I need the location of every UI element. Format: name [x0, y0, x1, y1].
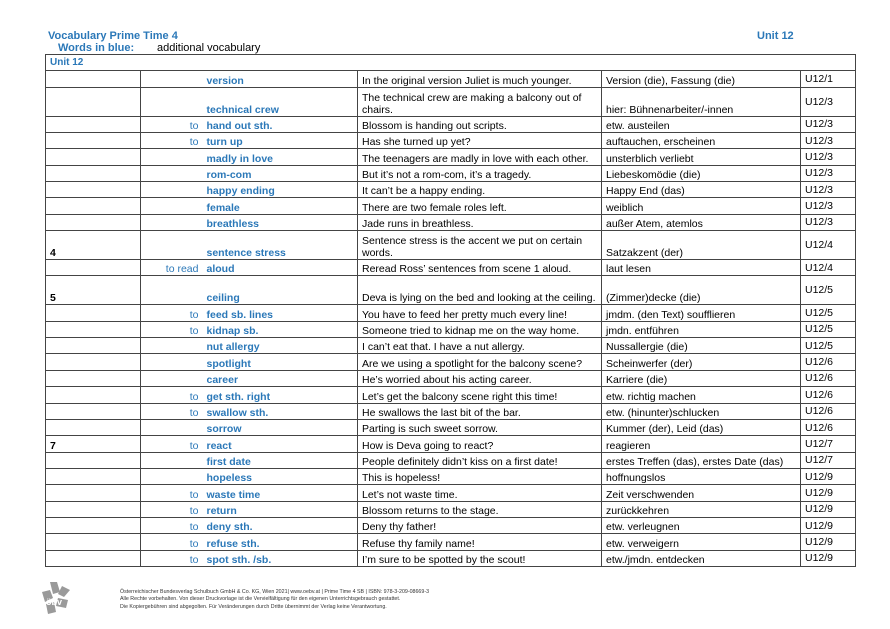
example-cell: Deva is lying on the bed and looking at the ceiling.	[358, 276, 602, 305]
word-cell: turn up	[203, 133, 358, 149]
section-cell	[46, 321, 141, 337]
prefix-cell: to	[141, 116, 203, 132]
table-row	[46, 517, 856, 533]
section-cell	[46, 260, 141, 276]
oebv-logo-icon	[38, 580, 74, 616]
reference-cell: U12/4	[801, 231, 856, 260]
example-cell: Deny thy father!	[358, 517, 602, 533]
reference-cell: U12/1	[801, 71, 856, 87]
reference-cell: U12/7	[801, 436, 856, 452]
section-cell	[46, 468, 141, 484]
word-cell: female	[203, 198, 358, 214]
word-cell: career	[203, 370, 358, 386]
table-row	[46, 71, 856, 87]
section-cell	[46, 214, 141, 230]
reference-cell: U12/6	[801, 354, 856, 370]
section-cell	[46, 182, 141, 198]
word-cell: sentence stress	[203, 231, 358, 260]
translation-cell: laut lesen	[602, 260, 801, 276]
table-row	[46, 387, 856, 403]
reference-cell: U12/9	[801, 534, 856, 550]
prefix-cell	[141, 370, 203, 386]
section-cell	[46, 133, 141, 149]
unit-header-row	[46, 55, 856, 71]
prefix-cell	[141, 338, 203, 354]
reference-cell: U12/3	[801, 87, 856, 116]
section-cell	[46, 305, 141, 321]
example-cell: There are two female roles left.	[358, 198, 602, 214]
word-cell: waste time	[203, 485, 358, 501]
translation-cell: Scheinwerfer (der)	[602, 354, 801, 370]
section-cell	[46, 71, 141, 87]
word-cell: nut allergy	[203, 338, 358, 354]
table-row	[46, 534, 856, 550]
example-cell: Someone tried to kidnap me on the way home.	[358, 321, 602, 337]
translation-cell: jmdn. entführen	[602, 321, 801, 337]
reference-cell: U12/3	[801, 116, 856, 132]
footer-copyright	[120, 589, 429, 611]
translation-cell: reagieren	[602, 436, 801, 452]
prefix-cell	[141, 149, 203, 165]
vocabulary-table	[45, 54, 856, 567]
example-cell: This is hopeless!	[358, 468, 602, 484]
reference-cell: U12/6	[801, 387, 856, 403]
prefix-cell	[141, 198, 203, 214]
section-cell: 5	[46, 276, 141, 305]
example-cell: Refuse thy family name!	[358, 534, 602, 550]
page-title: Vocabulary Prime Time 4	[48, 30, 178, 42]
reference-cell: U12/3	[801, 165, 856, 181]
prefix-cell	[141, 214, 203, 230]
example-cell: Blossom is handing out scripts.	[358, 116, 602, 132]
example-cell: Parting is such sweet sorrow.	[358, 419, 602, 435]
example-cell: Sentence stress is the accent we put on certain words.	[358, 231, 602, 260]
word-cell: first date	[203, 452, 358, 468]
example-cell: People definitely didn’t kiss on a first date!	[358, 452, 602, 468]
example-cell: The technical crew are making a balcony out of chairs.	[358, 87, 602, 116]
prefix-cell: to	[141, 534, 203, 550]
reference-cell: U12/7	[801, 452, 856, 468]
translation-cell: etw. verleugnen	[602, 517, 801, 533]
example-cell: It can’t be a happy ending.	[358, 182, 602, 198]
reference-cell: U12/9	[801, 485, 856, 501]
prefix-cell: to	[141, 305, 203, 321]
translation-cell: (Zimmer)decke (die)	[602, 276, 801, 305]
translation-cell: Version (die), Fassung (die)	[602, 71, 801, 87]
reference-cell: U12/5	[801, 305, 856, 321]
reference-cell: U12/3	[801, 133, 856, 149]
word-cell: spot sth. /sb.	[203, 550, 358, 566]
table-row	[46, 133, 856, 149]
example-cell: Reread Ross’ sentences from scene 1 aloud.	[358, 260, 602, 276]
prefix-cell: to	[141, 501, 203, 517]
reference-cell: U12/5	[801, 276, 856, 305]
word-cell: return	[203, 501, 358, 517]
word-cell: rom-com	[203, 165, 358, 181]
footer-line-2: Alle Rechte vorbehalten. Von dieser Druckvorlage ist die Vervielfältigung für den eigenen Unterrichtsgebrauch gestattet.	[120, 596, 401, 603]
word-cell: sorrow	[203, 419, 358, 435]
example-cell: But it’s not a rom-com, it’s a tragedy.	[358, 165, 602, 181]
section-cell: 7	[46, 436, 141, 452]
table-row	[46, 182, 856, 198]
word-cell: refuse sth.	[203, 534, 358, 550]
reference-cell: U12/3	[801, 214, 856, 230]
translation-cell: jmdm. (den Text) soufflieren	[602, 305, 801, 321]
word-cell: swallow sth.	[203, 403, 358, 419]
table-row	[46, 198, 856, 214]
prefix-cell: to	[141, 517, 203, 533]
prefix-cell: to	[141, 436, 203, 452]
section-cell: 4	[46, 231, 141, 260]
translation-cell: auftauchen, erscheinen	[602, 133, 801, 149]
reference-cell: U12/3	[801, 198, 856, 214]
reference-cell: U12/6	[801, 419, 856, 435]
section-cell	[46, 419, 141, 435]
translation-cell: etw. richtig machen	[602, 387, 801, 403]
example-cell: You have to feed her pretty much every line!	[358, 305, 602, 321]
translation-cell: Kummer (der), Leid (das)	[602, 419, 801, 435]
prefix-cell	[141, 182, 203, 198]
prefix-cell: to	[141, 403, 203, 419]
example-cell: I’m sure to be spotted by the scout!	[358, 550, 602, 566]
word-cell: get sth. right	[203, 387, 358, 403]
prefix-cell	[141, 354, 203, 370]
translation-cell: erstes Treffen (das), erstes Date (das)	[602, 452, 801, 468]
table-row	[46, 116, 856, 132]
table-row	[46, 260, 856, 276]
translation-cell: etw. austeilen	[602, 116, 801, 132]
translation-cell: etw./jmdn. entdecken	[602, 550, 801, 566]
translation-cell: etw. verweigern	[602, 534, 801, 550]
word-cell: hopeless	[203, 468, 358, 484]
example-cell: Let’s not waste time.	[358, 485, 602, 501]
table-row	[46, 485, 856, 501]
example-cell: He’s worried about his acting career.	[358, 370, 602, 386]
translation-cell: hoffnungslos	[602, 468, 801, 484]
word-cell: deny sth.	[203, 517, 358, 533]
section-cell	[46, 165, 141, 181]
example-cell: Has she turned up yet?	[358, 133, 602, 149]
reference-cell: U12/3	[801, 149, 856, 165]
table-row	[46, 436, 856, 452]
word-cell: breathless	[203, 214, 358, 230]
word-cell: madly in love	[203, 149, 358, 165]
word-cell: hand out sth.	[203, 116, 358, 132]
word-cell: version	[203, 71, 358, 87]
translation-cell: außer Atem, atemlos	[602, 214, 801, 230]
section-cell	[46, 87, 141, 116]
table-row	[46, 419, 856, 435]
table-row	[46, 305, 856, 321]
reference-cell: U12/3	[801, 182, 856, 198]
prefix-cell: to read	[141, 260, 203, 276]
table-row	[46, 452, 856, 468]
translation-cell: Karriere (die)	[602, 370, 801, 386]
section-cell	[46, 550, 141, 566]
reference-cell: U12/9	[801, 468, 856, 484]
section-cell	[46, 517, 141, 533]
section-cell	[46, 370, 141, 386]
translation-cell: Satzakzent (der)	[602, 231, 801, 260]
table-row	[46, 87, 856, 116]
word-cell: react	[203, 436, 358, 452]
table-row	[46, 370, 856, 386]
example-cell: Jade runs in breathless.	[358, 214, 602, 230]
reference-cell: U12/5	[801, 321, 856, 337]
reference-cell: U12/6	[801, 370, 856, 386]
section-cell	[46, 354, 141, 370]
reference-cell: U12/9	[801, 550, 856, 566]
word-cell: ceiling	[203, 276, 358, 305]
logo-text: öbv	[46, 597, 63, 607]
example-cell: Blossom returns to the stage.	[358, 501, 602, 517]
prefix-cell: to	[141, 321, 203, 337]
example-cell: The teenagers are madly in love with each other.	[358, 149, 602, 165]
translation-cell: weiblich	[602, 198, 801, 214]
example-cell: Are we using a spotlight for the balcony scene?	[358, 354, 602, 370]
reference-cell: U12/6	[801, 403, 856, 419]
reference-cell: U12/5	[801, 338, 856, 354]
table-row	[46, 165, 856, 181]
table-row	[46, 149, 856, 165]
prefix-cell	[141, 419, 203, 435]
section-cell	[46, 116, 141, 132]
word-cell: technical crew	[203, 87, 358, 116]
table-row	[46, 501, 856, 517]
prefix-cell: to	[141, 485, 203, 501]
translation-cell: Zeit verschwenden	[602, 485, 801, 501]
table-row	[46, 354, 856, 370]
footer-line-3: Die Kopiergebühren sind abgegolten. Für Veränderungen durch Dritte übernimmt der Verlag keine Verantwortung.	[120, 603, 387, 610]
word-cell: kidnap sb.	[203, 321, 358, 337]
footer-line-1: Österreichischer Bundesverlag Schulbuch GmbH & Co. KG, Wien 2021| www.oebv.at | Prime Time 4 SB | ISBN: 978-3-209-08669-3	[120, 589, 430, 595]
table-row	[46, 550, 856, 566]
legend-description: additional vocabulary	[157, 42, 261, 54]
translation-cell: Happy End (das)	[602, 182, 801, 198]
example-cell: I can’t eat that. I have a nut allergy.	[358, 338, 602, 354]
unit-header-cell: Unit 12	[46, 55, 856, 71]
section-cell	[46, 485, 141, 501]
word-cell: aloud	[203, 260, 358, 276]
prefix-cell: to	[141, 387, 203, 403]
translation-cell: Nussallergie (die)	[602, 338, 801, 354]
word-cell: spotlight	[203, 354, 358, 370]
reference-cell: U12/9	[801, 501, 856, 517]
prefix-cell	[141, 452, 203, 468]
table-row	[46, 276, 856, 305]
example-cell: How is Deva going to react?	[358, 436, 602, 452]
example-cell: He swallows the last bit of the bar.	[358, 403, 602, 419]
example-cell: Let’s get the balcony scene right this time!	[358, 387, 602, 403]
translation-cell: hier: Bühnenarbeiter/-innen	[602, 87, 801, 116]
table-row	[46, 468, 856, 484]
prefix-cell: to	[141, 550, 203, 566]
section-cell	[46, 452, 141, 468]
unit-label: Unit 12	[757, 30, 794, 42]
section-cell	[46, 198, 141, 214]
table-row	[46, 214, 856, 230]
legend-label: Words in blue:	[58, 42, 135, 54]
prefix-cell	[141, 468, 203, 484]
section-cell	[46, 338, 141, 354]
section-cell	[46, 534, 141, 550]
prefix-cell: to	[141, 133, 203, 149]
table-row	[46, 231, 856, 260]
section-cell	[46, 149, 141, 165]
prefix-cell	[141, 87, 203, 116]
prefix-cell	[141, 231, 203, 260]
section-cell	[46, 403, 141, 419]
table-row	[46, 403, 856, 419]
example-cell: In the original version Juliet is much younger.	[358, 71, 602, 87]
reference-cell: U12/9	[801, 517, 856, 533]
reference-cell: U12/4	[801, 260, 856, 276]
translation-cell: unsterblich verliebt	[602, 149, 801, 165]
translation-cell: Liebeskomödie (die)	[602, 165, 801, 181]
translation-cell: zurückkehren	[602, 501, 801, 517]
word-cell: feed sb. lines	[203, 305, 358, 321]
prefix-cell	[141, 276, 203, 305]
prefix-cell	[141, 165, 203, 181]
prefix-cell	[141, 71, 203, 87]
section-cell	[46, 387, 141, 403]
word-cell: happy ending	[203, 182, 358, 198]
section-cell	[46, 501, 141, 517]
table-row	[46, 321, 856, 337]
table-row	[46, 338, 856, 354]
translation-cell: etw. (hinunter)schlucken	[602, 403, 801, 419]
